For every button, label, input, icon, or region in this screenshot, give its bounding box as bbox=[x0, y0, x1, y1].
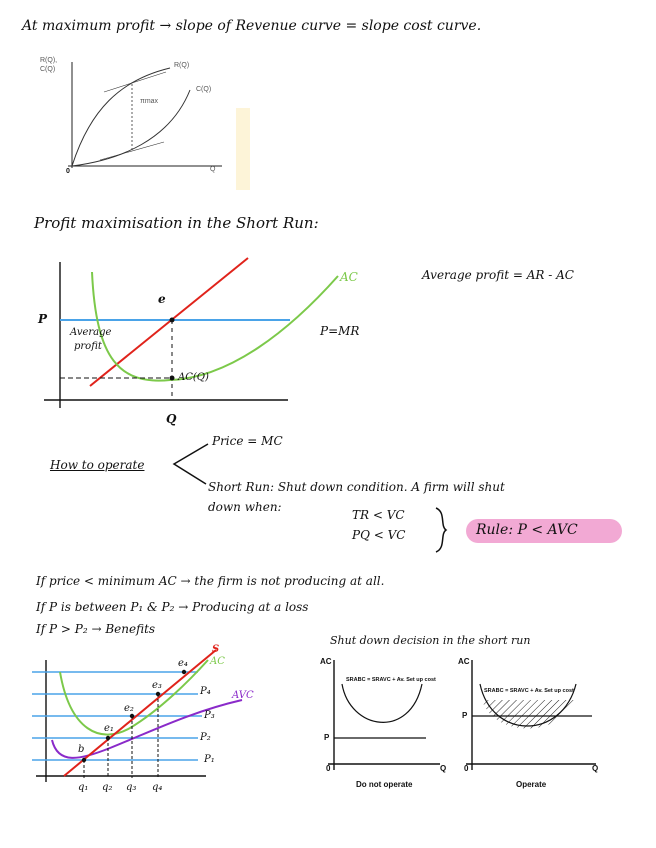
fig1-c-label: C(Q) bbox=[196, 86, 212, 93]
fig3-p1: P₁ bbox=[204, 754, 215, 765]
fig1-r-label: R(Q) bbox=[174, 62, 190, 69]
fig3-avc-label: AVC bbox=[232, 690, 254, 701]
fig3-s-label: S bbox=[212, 644, 220, 655]
fig3-e2: e₂ bbox=[124, 703, 134, 714]
fig2-avg-profit-2: profit bbox=[74, 341, 102, 352]
fig3-p3: P₃ bbox=[204, 710, 215, 721]
left-panel-formula: SRABC = SRAVC + Av. Set up cost bbox=[346, 677, 436, 683]
condition-2: PQ < VC bbox=[352, 528, 406, 542]
fig1-pi-label: πmax bbox=[140, 98, 159, 105]
fig2-e-label: e bbox=[158, 292, 166, 306]
fig1-origin: 0 bbox=[66, 168, 70, 175]
fig1-x-label: Q bbox=[210, 166, 216, 173]
left-panel-p: P bbox=[324, 733, 330, 742]
fig3-q1: q₁ bbox=[78, 782, 89, 793]
fig3-e4: e₄ bbox=[178, 658, 188, 669]
heading-max-profit: At maximum profit → slope of Revenue curve = slope cost curve. bbox=[22, 18, 482, 34]
right-panel-caption: Operate bbox=[516, 780, 547, 789]
condition-1: TR < VC bbox=[352, 508, 405, 522]
right-panel-p: P bbox=[462, 711, 468, 720]
fig2-acq-label: AC(Q) bbox=[178, 372, 209, 383]
fig2-avg-profit-1: Average bbox=[70, 327, 112, 338]
note-1: If price < minimum AC → the firm is not producing at all. bbox=[36, 574, 385, 588]
fig3-e1: e₁ bbox=[104, 723, 114, 734]
fig3-q3: q₃ bbox=[126, 782, 137, 793]
left-panel-q: Q bbox=[440, 764, 447, 773]
note-2: If P is between P₁ & P₂ → Producing at a loss bbox=[36, 600, 309, 614]
avg-profit-formula: Average profit = AR - AC bbox=[422, 268, 574, 282]
heading-short-run: Profit maximisation in the Short Run: bbox=[34, 214, 319, 232]
fig3-e3: e₃ bbox=[152, 680, 162, 691]
fig3-p2: P₂ bbox=[200, 732, 211, 743]
fig3-q2: q₂ bbox=[102, 782, 113, 793]
right-panel-formula: SRABC = SRAVC + Av. Set up cost bbox=[484, 688, 574, 694]
short-run-line-1: Short Run: Shut down condition. A firm will shut bbox=[208, 480, 505, 494]
left-panel-ac: AC bbox=[320, 657, 332, 666]
fig1-y-label-1: R(Q), bbox=[40, 57, 58, 64]
shutdown-title: Shut down decision in the short run bbox=[330, 634, 531, 647]
how-to-operate: How to operate bbox=[50, 458, 145, 472]
fig2-p-label: P bbox=[38, 312, 48, 326]
fig3-b: b bbox=[78, 744, 85, 755]
short-run-line-2: down when: bbox=[208, 500, 282, 514]
rule-text: Rule: P < AVC bbox=[476, 522, 578, 538]
right-panel-origin: 0 bbox=[464, 764, 469, 773]
price-mc: Price = MC bbox=[212, 434, 283, 448]
fig2-ac-label: AC bbox=[340, 270, 358, 284]
left-panel-origin: 0 bbox=[326, 764, 331, 773]
note-3: If P > P₂ → Benefits bbox=[36, 622, 156, 636]
fig2-q-label: Q bbox=[166, 412, 177, 426]
fig3-q4: q₄ bbox=[152, 782, 163, 793]
right-panel-q: Q bbox=[592, 764, 599, 773]
right-panel-ac: AC bbox=[458, 657, 470, 666]
fig3-p4: P₄ bbox=[200, 686, 211, 697]
fig2-pmr-label: P=MR bbox=[320, 324, 360, 338]
fig1-y-label-2: C(Q) bbox=[40, 66, 56, 73]
left-panel-caption: Do not operate bbox=[356, 780, 413, 789]
fig3-ac-label: AC bbox=[210, 656, 225, 667]
